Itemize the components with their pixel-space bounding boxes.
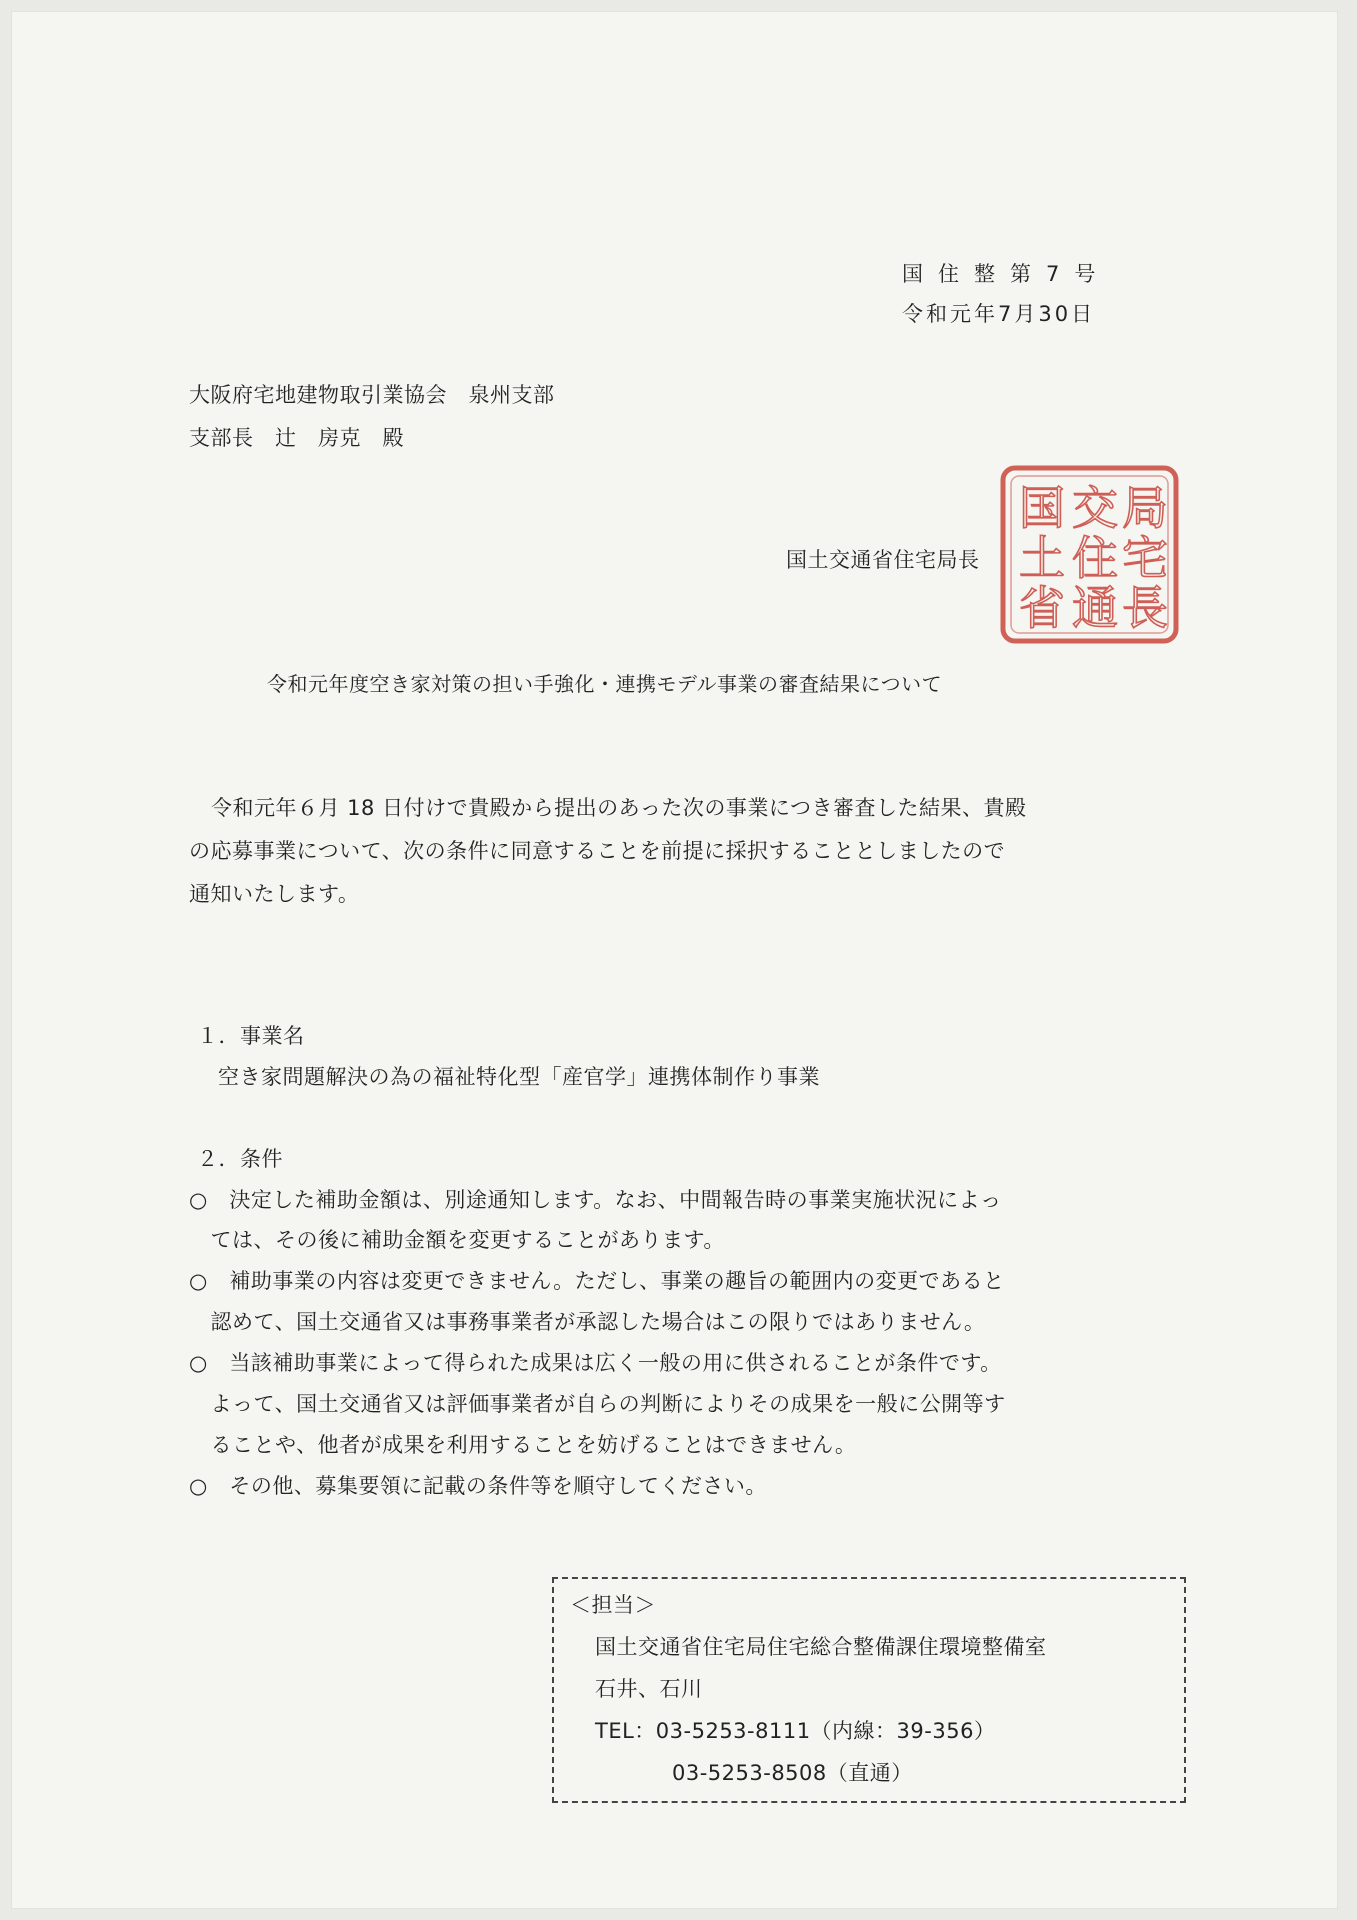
svg-text:通: 通	[1072, 581, 1118, 635]
official-seal-icon	[997, 462, 1182, 647]
addressee-person: 支部長 辻 房克 殿	[189, 426, 404, 450]
document-page	[12, 12, 1337, 1908]
condition-line-7: ることや、他者が成果を利用することを妨げることはできません。	[189, 1433, 857, 1457]
contact-department: 国土交通省住宅局住宅総合整備課住環境整備室	[595, 1635, 1047, 1659]
svg-text:国: 国	[1019, 481, 1065, 535]
document-number: 国住整第7号	[902, 262, 1111, 286]
svg-text:宅: 宅	[1122, 531, 1168, 585]
section1-heading: １．事業名	[197, 1024, 305, 1048]
contact-staff: 石井、石川	[595, 1677, 703, 1701]
body-line-1: 令和元年６月 18 日付けで貴殿から提出のあった次の事業につき審査した結果、貴殿	[211, 796, 1027, 820]
svg-text:住: 住	[1072, 531, 1118, 585]
condition-line-8: ○ その他、募集要領に記載の条件等を順守してください。	[189, 1474, 767, 1498]
condition-line-4: 認めて、国土交通省又は事務事業者が承認した場合はこの限りではありません。	[189, 1310, 986, 1334]
condition-line-1: ○ 決定した補助金額は、別途通知します。なお、中間報告時の事業実施状況によっ	[189, 1188, 1002, 1212]
condition-line-2: ては、その後に補助金額を変更することがあります。	[189, 1228, 725, 1252]
body-line-3: 通知いたします。	[189, 882, 360, 906]
section2-heading: ２．条件	[197, 1147, 283, 1171]
contact-tel: TEL：03-5253-8111（内線：39-356）	[595, 1719, 996, 1743]
svg-text:交: 交	[1072, 481, 1118, 535]
body-line-2: の応募事業について、次の条件に同意することを前提に採択することとしましたので	[189, 839, 1006, 863]
svg-text:土: 土	[1019, 531, 1065, 585]
contact-tel-direct: 03-5253-8508（直通）	[672, 1761, 913, 1785]
condition-line-3: ○ 補助事業の内容は変更できません。ただし、事業の趣旨の範囲内の変更であると	[189, 1269, 1005, 1293]
condition-line-5: ○ 当該補助事業によって得られた成果は広く一般の用に供されることが条件です。	[189, 1351, 1002, 1375]
svg-text:長: 長	[1122, 581, 1168, 635]
svg-text:省: 省	[1019, 581, 1065, 635]
project-name: 空き家問題解決の為の福祉特化型「産官学」連携体制作り事業	[218, 1065, 820, 1089]
addressee-organization: 大阪府宅地建物取引業協会 泉州支部	[189, 383, 555, 407]
condition-line-6: よって、国土交通省又は評価事業者が自らの判断によりその成果を一般に公開等す	[189, 1392, 1006, 1416]
document-title: 令和元年度空き家対策の担い手強化・連携モデル事業の審査結果について	[267, 672, 943, 696]
contact-label: ＜担当＞	[570, 1593, 656, 1617]
document-date: 令和元年7月30日	[902, 302, 1096, 326]
svg-text:局: 局	[1122, 481, 1168, 535]
sender-name: 国土交通省住宅局長	[786, 548, 980, 572]
